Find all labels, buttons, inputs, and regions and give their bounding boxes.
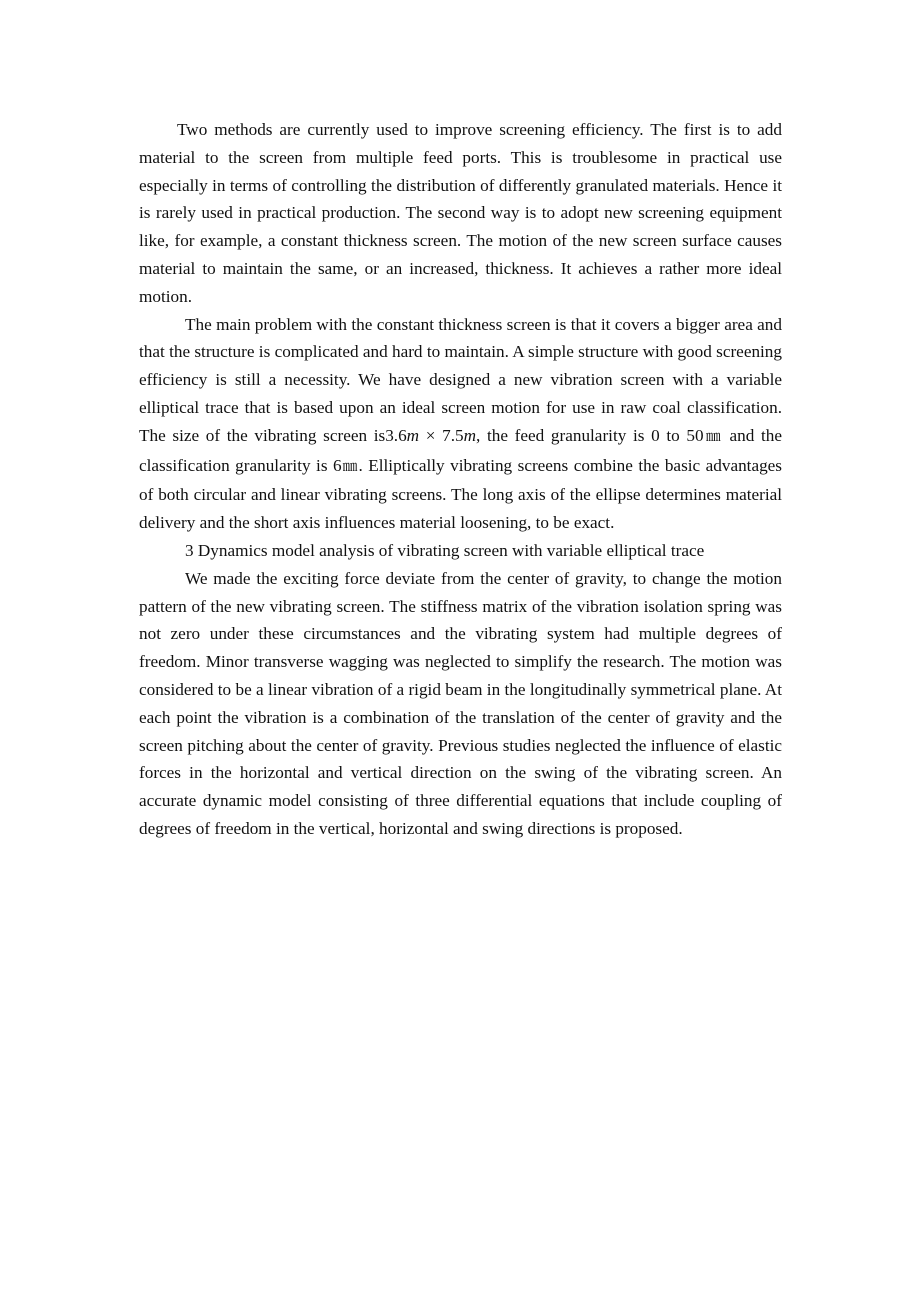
paragraph-constant-thickness-screen <box>139 311 782 537</box>
times-symbol: × <box>419 425 443 445</box>
unit-millimeter: ㎜ <box>341 458 359 475</box>
paragraph-dynamics-model: We made the exciting force deviate from the center of gravity, to change the motion pattern of the new vibrating screen. The stiffness matrix of the vibration isolation spring was not zero under these circumstances and the vibrating system had multiple degrees of freedom. Minor transverse wagging was neglected to simplify the research. The motion was considered to be a linear vibration of a rigid beam in the longitudinally symmetrical plane. At each point the vibration is a combination of the translation of the center of gravity and the screen pitching about the center of gravity. Previous studies neglected the influence of elastic forces in the horizontal and vertical direction on the swing of the vibrating screen. An accurate dynamic model consisting of three differential equations that include coupling of degrees of freedom in the vertical, horizontal and swing directions is proposed. <box>139 568 782 838</box>
paragraph-text-part-3: and the classification granularity is 6 <box>139 425 783 475</box>
size-a-unit: m <box>406 425 420 445</box>
section-heading: 3 Dynamics model analysis of vibrating screen with variable elliptical trace <box>185 540 705 560</box>
size-b-number: 7.5 <box>442 425 464 445</box>
screen-size-formula <box>385 426 476 445</box>
paragraph-text-part-1: The main problem with the constant thickness screen is that it covers a bigger area and that the structure is complicated and hard to maintain. A simple structure with good screening efficiency is still a necessity. We have designed a new vibration screen with a variable elliptical trace that is based upon an ideal screen motion for use in raw coal classification. The size of the vibrating screen is <box>139 314 782 445</box>
body-text <box>139 116 782 843</box>
size-b-unit: m <box>463 425 477 445</box>
unit-millimeter: ㎜ <box>703 428 723 445</box>
size-a-number: 3.6 <box>385 425 407 445</box>
paragraph-text-part-4: . Elliptically vibrating screens combine the basic advantages of both circular and linear vibrating screens. The long axis of the ellipse determines material delivery and the short axis influences material loosening, to be exact. <box>139 455 782 533</box>
paragraph-screening-methods: Two methods are currently used to improve screening efficiency. The first is to add material to the screen from multiple feed ports. This is troublesome in practical use especially in terms of controlling the distribution of differently granulated materials. Hence it is rarely used in practical production. The second way is to adopt new screening equipment like, for example, a constant thickness screen. The motion of the new screen surface causes material to maintain the same, or an increased, thickness. It achieves a rather more ideal motion. <box>139 120 782 306</box>
paragraph-text-part-2: , the feed granularity is 0 to 50 <box>476 425 704 445</box>
